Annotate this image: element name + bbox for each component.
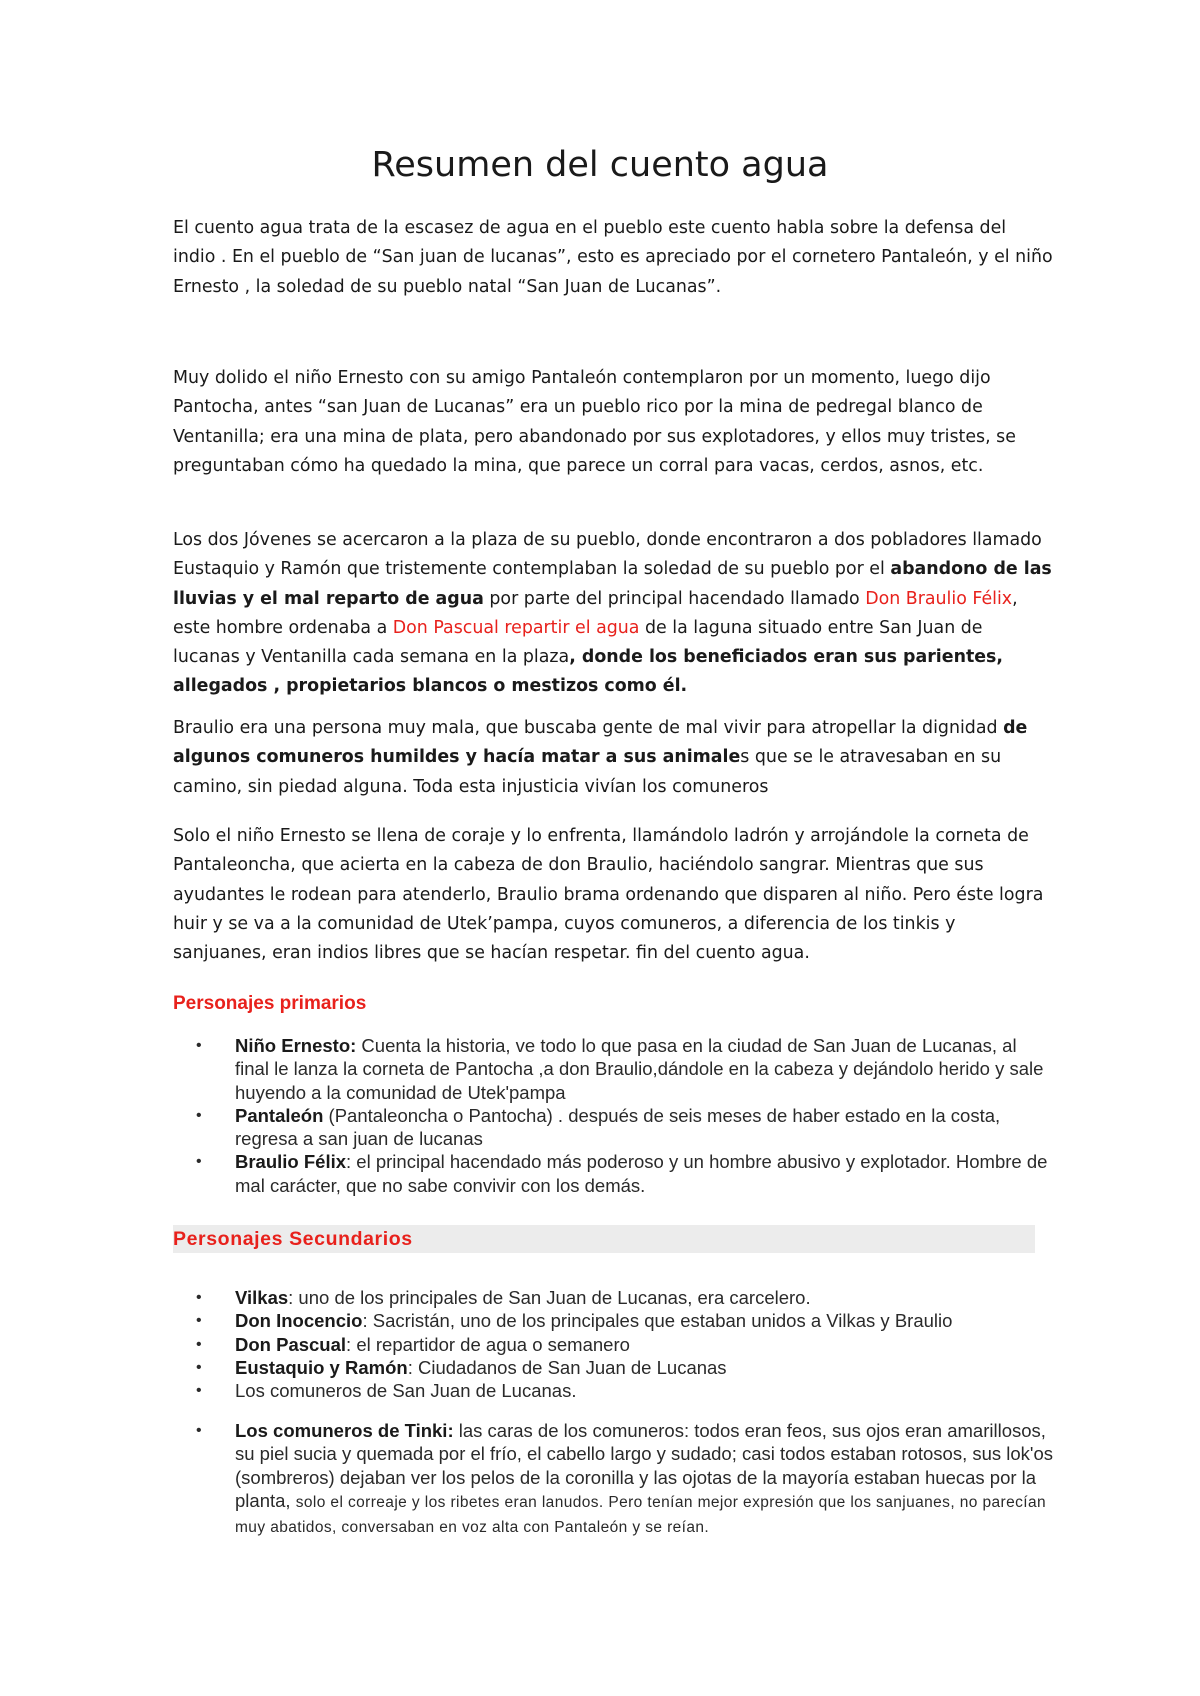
page-title: Resumen del cuento agua	[371, 145, 829, 185]
list-item: • Braulio Félix: el principal hacendado más poderoso y un hombre abusivo y explotador. Hombre de mal carácter, que no sabe convivir con los demás.	[196, 1151, 1048, 1196]
paragraph-2	[173, 526, 1053, 702]
p2-text-e: , este hombre ordenaba a	[173, 588, 1018, 638]
bullet-icon: •	[196, 1422, 202, 1439]
p2-text-c: por parte del principal hacendado llamado	[483, 588, 866, 609]
bullet-icon: •	[196, 1106, 202, 1124]
p2-red-braulio: Don Braulio Félix	[865, 588, 1013, 609]
tinki-list	[173, 1419, 1053, 1539]
paragraph-1: Muy dolido el niño Ernesto con su amigo Pantaleón contemplaron por un momento, luego dijo Pantocha, antes “san Juan de Lucanas” era un pueblo rico por la mina de pedregal blanco de Ventanilla; era una mina de plata, pero abandonado por sus explotadores, y ellos muy tristes, se preguntaban cómo ha quedado la mina, que parece un corral para vacas, cerdos, asnos, etc.	[173, 368, 1016, 476]
p2-red-pascual: Don Pascual repartir el agua	[392, 617, 640, 638]
bullet-icon: •	[196, 1037, 202, 1054]
list-item: • Eustaquio y Ramón: Ciudadanos de San Juan de Lucanas	[196, 1356, 727, 1378]
list-item: • Don Pascual: el repartidor de agua o semanero	[196, 1333, 630, 1355]
bullet-icon: •	[196, 1335, 202, 1353]
bullet-icon: •	[196, 1358, 202, 1376]
list-item: • Niño Ernesto: Cuenta la historia, ve todo lo que pasa en la ciudad de San Juan de Lucanas, al final le lanza la corneta de Pantocha ,a don Braulio,dándole en la cabeza y dejándolo herido y sale huyendo a la comunidad de Utek'pampa	[196, 1035, 1044, 1103]
p2-bold-beneficiados: , donde los beneficiados eran sus parientes, allegados , propietarios blancos o mestizos como él.	[173, 647, 1004, 697]
list-item: • Don Inocencio: Sacristán, uno de los principales que estaban unidos a Vilkas y Braulio	[196, 1310, 953, 1332]
bullet-icon: •	[196, 1289, 202, 1306]
paragraph-3	[173, 714, 1053, 802]
p2-text-g: de la laguna situado entre San Juan de lucanas y Ventanilla cada semana en la plaza	[173, 617, 983, 668]
list-item: • Pantaleón (Pantaleoncha o Pantocha) . después de seis meses de haber estado en la costa, regresa a san juan de lucanas	[196, 1104, 1001, 1150]
bullet-icon: •	[196, 1312, 202, 1330]
heading-personajes-secundarios: Personajes Secundarios	[173, 1225, 1035, 1253]
list-item: • Los comuneros de San Juan de Lucanas.	[196, 1380, 577, 1402]
list-item: • Vilkas: uno de los principales de San Juan de Lucanas, era carcelero.	[196, 1287, 811, 1308]
primary-characters-list	[173, 1034, 1053, 1197]
p2-text-a: Los dos Jóvenes se acercaron a la plaza de su pueblo, donde encontraron a dos pobladores llamado Eustaquio y Ramón que tristemente contemplaban la soledad de su pueblo por el	[173, 530, 1042, 580]
intro-paragraph: El cuento agua trata de la escasez de agua en el pueblo este cuento habla sobre la defensa del indio . En el pueblo de “San juan de lucanas”, esto es apreciado por el cornetero Pantaleón, y el niño Ernesto , la soledad de su pueblo natal “San Juan de Lucanas”.	[173, 218, 1053, 297]
bullet-icon: •	[196, 1382, 202, 1400]
p3-text-a: Braulio era una persona muy mala, que buscaba gente de mal vivir para atropellar la dignidad	[173, 718, 1004, 738]
bullet-icon: •	[196, 1153, 202, 1171]
secondary-characters-list	[173, 1286, 1053, 1402]
list-item: • Los comuneros de Tinki: las caras de los comuneros: todos eran feos, sus ojos eran amarillosos, su piel sucia y quemada por el frío, el cabello largo y sudado; casi todos estaban rotosos, sus lok'os (sombreros) dejaban ver los pelos de la coronilla y las ojotas de la mayoría estaban huecas por la planta, solo el correaje y los ribetes eran lanudos. Pero tenían mejor expresión que los sanjuanes, no parecían muy abatidos, conversaban en voz alta con Pantaleón y se reían.	[196, 1420, 1053, 1537]
p2-bold-lluvias: abandono de las lluvias y el mal reparto de agua	[173, 559, 1052, 609]
p3-text-c: s que se le atravesaban en su camino, sin piedad alguna. Toda esta injusticia vivían los comuneros	[173, 747, 1002, 797]
paragraph-4: Solo el niño Ernesto se llena de coraje y lo enfrenta, llamándolo ladrón y arrojándole la corneta de Pantaleoncha, que acierta en la cabeza de don Braulio, haciéndolo sangrar. Mientras que sus ayudantes le rodean para atenderlo, Braulio brama ordenando que disparen al niño. Pero éste logra huir y se va a la comunidad de Utek’pampa, cuyos comuneros, a diferencia de los tinkis y sanjuanes, eran indios libres que se hacían respetar. fin del cuento agua.	[173, 826, 1044, 964]
p3-bold-comuneros: de algunos comuneros humildes y hacía matar a sus animale	[173, 718, 1028, 768]
heading-personajes-primarios: Personajes primarios	[173, 993, 367, 1014]
